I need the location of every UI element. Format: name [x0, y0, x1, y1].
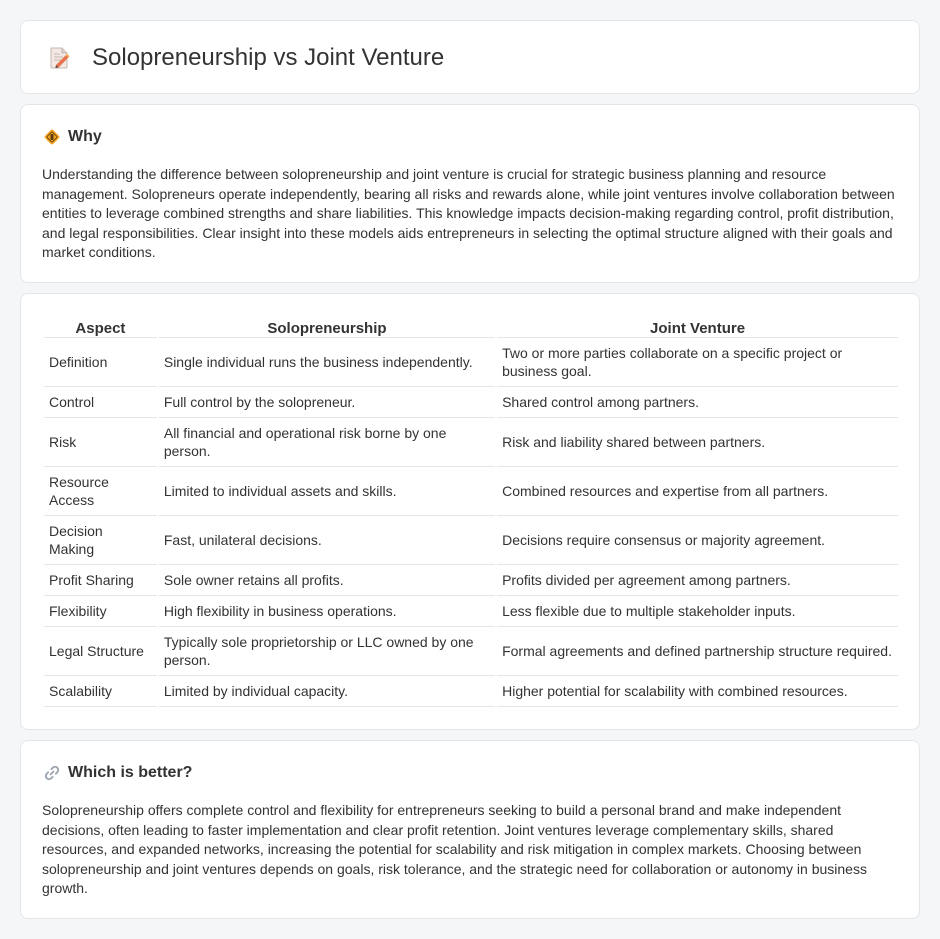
table-row: [44, 467, 898, 516]
table-row: [44, 418, 898, 467]
better-body: Solopreneurship offers complete control and flexibility for entrepreneurs seeking to build a personal brand and make independent decisions, often leading to faster implementation and clear profit retention. Joint ventures leverage complementary skills, shared resources, and expanded networks, increasing the potential for scalability and risk mitigation in complex markets. Choosing between solopreneurship and joint ventures depends on goals, risk tolerance, and the strategic need for collaboration or autonomy in business growth.: [42, 802, 867, 897]
solopreneurship-cell: Limited by individual capacity.: [159, 676, 495, 707]
joint-venture-cell: Less flexible due to multiple stakeholder inputs.: [497, 596, 898, 627]
joint-venture-cell: Higher potential for scalability with combined resources.: [497, 676, 898, 707]
aspect-cell: Flexibility: [44, 596, 157, 627]
table-row: [44, 387, 898, 418]
solopreneurship-cell: Fast, unilateral decisions.: [159, 516, 495, 565]
table-row: [44, 596, 898, 627]
diamond-sign-icon: [43, 128, 61, 146]
joint-venture-cell: Shared control among partners.: [497, 387, 898, 418]
table-row: [44, 516, 898, 565]
solopreneurship-cell: Limited to individual assets and skills.: [159, 467, 495, 516]
why-heading: [43, 127, 102, 147]
joint-venture-cell: Two or more parties collaborate on a specific project or business goal.: [497, 338, 898, 387]
aspect-cell: Definition: [44, 338, 157, 387]
solopreneurship-cell: Typically sole proprietorship or LLC owned by one person.: [159, 627, 495, 676]
table-row: [44, 676, 898, 707]
better-heading: [43, 763, 192, 783]
title-card: [20, 20, 920, 94]
document-pencil-icon: [47, 46, 71, 70]
which-is-better-section: [20, 740, 920, 919]
aspect-cell: Decision Making: [44, 516, 157, 565]
aspect-cell: Legal Structure: [44, 627, 157, 676]
comparison-table: [42, 315, 900, 707]
header-joint-venture: Joint Venture: [497, 315, 898, 338]
joint-venture-cell: Decisions require consensus or majority agreement.: [497, 516, 898, 565]
aspect-cell: Risk: [44, 418, 157, 467]
why-body: Understanding the difference between solopreneurship and joint venture is crucial for strategic business planning and resource management. Solopreneurs operate independently, bearing all risks and rewards alone, while joint ventures involve collaboration between entities to leverage combined strengths and share liabilities. This knowledge impacts decision-making regarding control, profit distribution, and legal responsibilities. Clear insight into these models aids entrepreneurs in selecting the optimal structure aligned with their goals and market conditions.: [42, 166, 895, 261]
table-row: [44, 338, 898, 387]
page-title: Solopreneurship vs Joint Venture: [92, 44, 445, 71]
table-header-row: [44, 315, 898, 338]
aspect-cell: Profit Sharing: [44, 565, 157, 596]
header-aspect: Aspect: [44, 315, 157, 338]
table-row: [44, 565, 898, 596]
header-solopreneurship: Solopreneurship: [159, 315, 495, 338]
solopreneurship-cell: All financial and operational risk borne by one person.: [159, 418, 495, 467]
solopreneurship-cell: Single individual runs the business independently.: [159, 338, 495, 387]
aspect-cell: Resource Access: [44, 467, 157, 516]
why-section: [20, 104, 920, 283]
aspect-cell: Control: [44, 387, 157, 418]
why-heading-text: Why: [68, 128, 102, 145]
joint-venture-cell: Combined resources and expertise from all partners.: [497, 467, 898, 516]
joint-venture-cell: Formal agreements and defined partnership structure required.: [497, 627, 898, 676]
better-heading-text: Which is better?: [68, 764, 193, 781]
comparison-table-card: [20, 293, 920, 730]
solopreneurship-cell: Full control by the solopreneur.: [159, 387, 495, 418]
solopreneurship-cell: Sole owner retains all profits.: [159, 565, 495, 596]
joint-venture-cell: Risk and liability shared between partners.: [497, 418, 898, 467]
link-icon: [43, 764, 61, 782]
table-row: [44, 627, 898, 676]
joint-venture-cell: Profits divided per agreement among partners.: [497, 565, 898, 596]
aspect-cell: Scalability: [44, 676, 157, 707]
solopreneurship-cell: High flexibility in business operations.: [159, 596, 495, 627]
